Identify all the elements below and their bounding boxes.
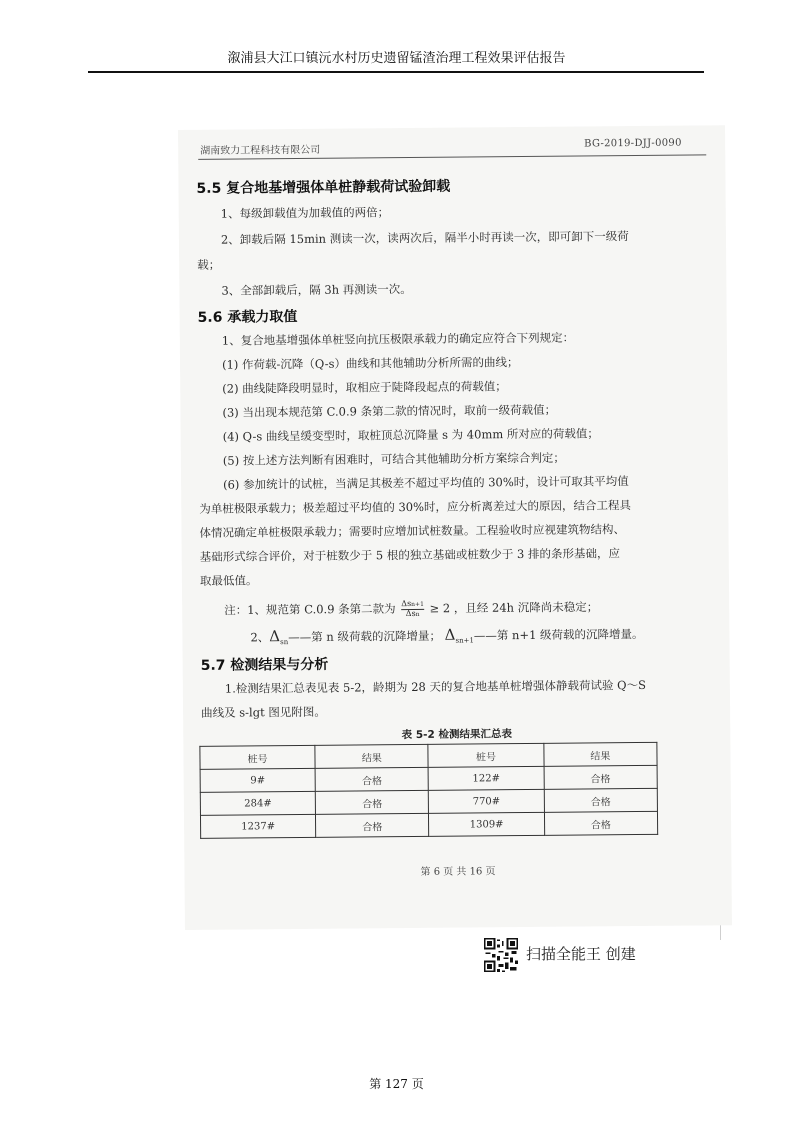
table-cell: 合格: [544, 788, 658, 812]
note-2-sub-a: sn: [280, 638, 289, 647]
s56-item-6-line-5: 取最低值。: [199, 573, 258, 588]
section-5-5-title: 5.5 复合地基增强体单桩静载荷试验卸载: [196, 178, 451, 197]
scanned-page: [178, 125, 732, 930]
note-2-delta-c: Δ: [444, 625, 456, 644]
scan-page-label: 第 6 页 共 16 页: [420, 866, 496, 878]
note-2-num: 2、: [250, 630, 270, 645]
s56-item-3: (3) 当出现本规范第 C.0.9 条第二款的情况时，取前一级荷载值；: [222, 402, 557, 420]
header-cell: 桩号: [428, 743, 543, 767]
s56-item-1: (1) 作荷载-沉降（Q-s）曲线和其他辅助分析所需的曲线；: [221, 355, 519, 372]
table-cell: 284#: [200, 791, 315, 815]
table-cell: 合格: [315, 767, 429, 791]
scanner-app-label: 扫描全能王 创建: [526, 945, 636, 963]
note-1-fraction: [401, 600, 424, 619]
header-rule: [88, 71, 704, 73]
s56-item-5: (5) 按上述方法判断有困难时，可结合其他辅助分析方案综合判定；: [222, 450, 565, 468]
page-number: 第 127 页: [369, 1077, 424, 1091]
note-1-text-a: 注：1、规范第 C.0.9 条第二款为: [224, 601, 396, 618]
den-delta: Δs: [405, 608, 416, 619]
s56-item-4: (4) Q-s 曲线呈缓变型时，取桩顶总沉降量 s 为 40mm 所对应的荷载值；: [222, 426, 599, 444]
s56-item-6-line-4: 基础形式综合评价，对于桩数少于 5 根的独立基础或桩数少于 3 排的条形基础，应: [199, 546, 621, 564]
s55-item-3: 3、全部卸载后，隔 3h 再测读一次。: [221, 281, 412, 298]
report-number: BG-2019-DJJ-0090: [584, 137, 682, 150]
table-row: [200, 811, 657, 838]
s57-para-line-1: 1.检测结果汇总表见表 5-2，龄期为 28 天的复合地基单桩增强体静载荷试验 Q～S: [224, 677, 646, 696]
table-caption: 表 5-2 检测结果汇总表: [401, 728, 512, 742]
table-cell: 合格: [544, 811, 658, 835]
note-1-text-b: ≥ 2 ，且经 24h 沉降尚未稳定；: [429, 599, 599, 616]
table-cell: 122#: [429, 766, 544, 790]
header-cell: 结果: [315, 744, 429, 768]
section-5-6-title: 5.6 承载力取值: [197, 308, 298, 326]
results-table: [199, 742, 658, 839]
note-2-text-d: ——第 n+1 级荷载的沉降增量。: [473, 626, 644, 643]
header-cell: 桩号: [200, 745, 315, 769]
s56-intro: 1、复合地基增强体单桩竖向抗压极限承载力的确定应符合下列规定：: [221, 330, 575, 348]
table-cell: 合格: [316, 813, 430, 837]
s55-item-1: 1、每级卸载值为加载值的两倍；: [220, 205, 390, 221]
table-cell: 合格: [544, 765, 658, 789]
s55-item-2: 2、卸载后隔 15min 测读一次，读两次后，隔半小时再读一次，即可卸下一级荷: [220, 229, 629, 247]
s56-item-6-line-2: 为单桩极限承载力；极差超过平均值的 30%时，应分析离差过大的原因，结合工程具: [199, 498, 632, 516]
table-cell: 770#: [429, 789, 544, 813]
note-1-denominator: [401, 610, 424, 619]
note-1: [224, 598, 598, 620]
note-2-sub-c: sn+1: [455, 636, 474, 645]
header-cell: 结果: [543, 742, 657, 766]
s56-item-2: (2) 曲线陡降段明显时，取相应于陡降段起点的荷载值；: [222, 379, 507, 396]
company-name: 湖南致力工程科技有限公司: [200, 144, 321, 157]
note-2-text-b: ——第 n 级荷载的沉降增量；: [288, 628, 441, 645]
den-sub: n: [415, 610, 420, 618]
num-delta: Δs: [401, 598, 412, 609]
section-5-7-title: 5.7 检测结果与分析: [200, 656, 329, 674]
note-2-delta-a: Δ: [269, 627, 281, 646]
table-cell: 合格: [315, 790, 429, 814]
s55-item-2-cont: 载；: [197, 257, 221, 272]
num-sub: n+1: [411, 600, 424, 608]
s56-item-6-line-1: (6) 参加统计的试桩，当满足其极差不超过平均值的 30%时，设计可取其平均值: [223, 474, 629, 492]
note-2: [250, 626, 643, 650]
s57-para-line-2: 曲线及 s-lgt 图见附图。: [201, 704, 326, 720]
table-cell: 1237#: [200, 814, 315, 838]
qr-code-icon: [484, 938, 518, 972]
table-cell: 1309#: [429, 812, 544, 836]
document-header-title: 溆浦县大江口镇沅水村历史遗留锰渣治理工程效果评估报告: [227, 51, 566, 66]
s56-item-6-line-3: 体情况确定单桩极限承载力；需要时应增加试桩数量。工程验收时应视建筑物结构、: [199, 522, 626, 540]
table-cell: 9#: [200, 768, 315, 792]
